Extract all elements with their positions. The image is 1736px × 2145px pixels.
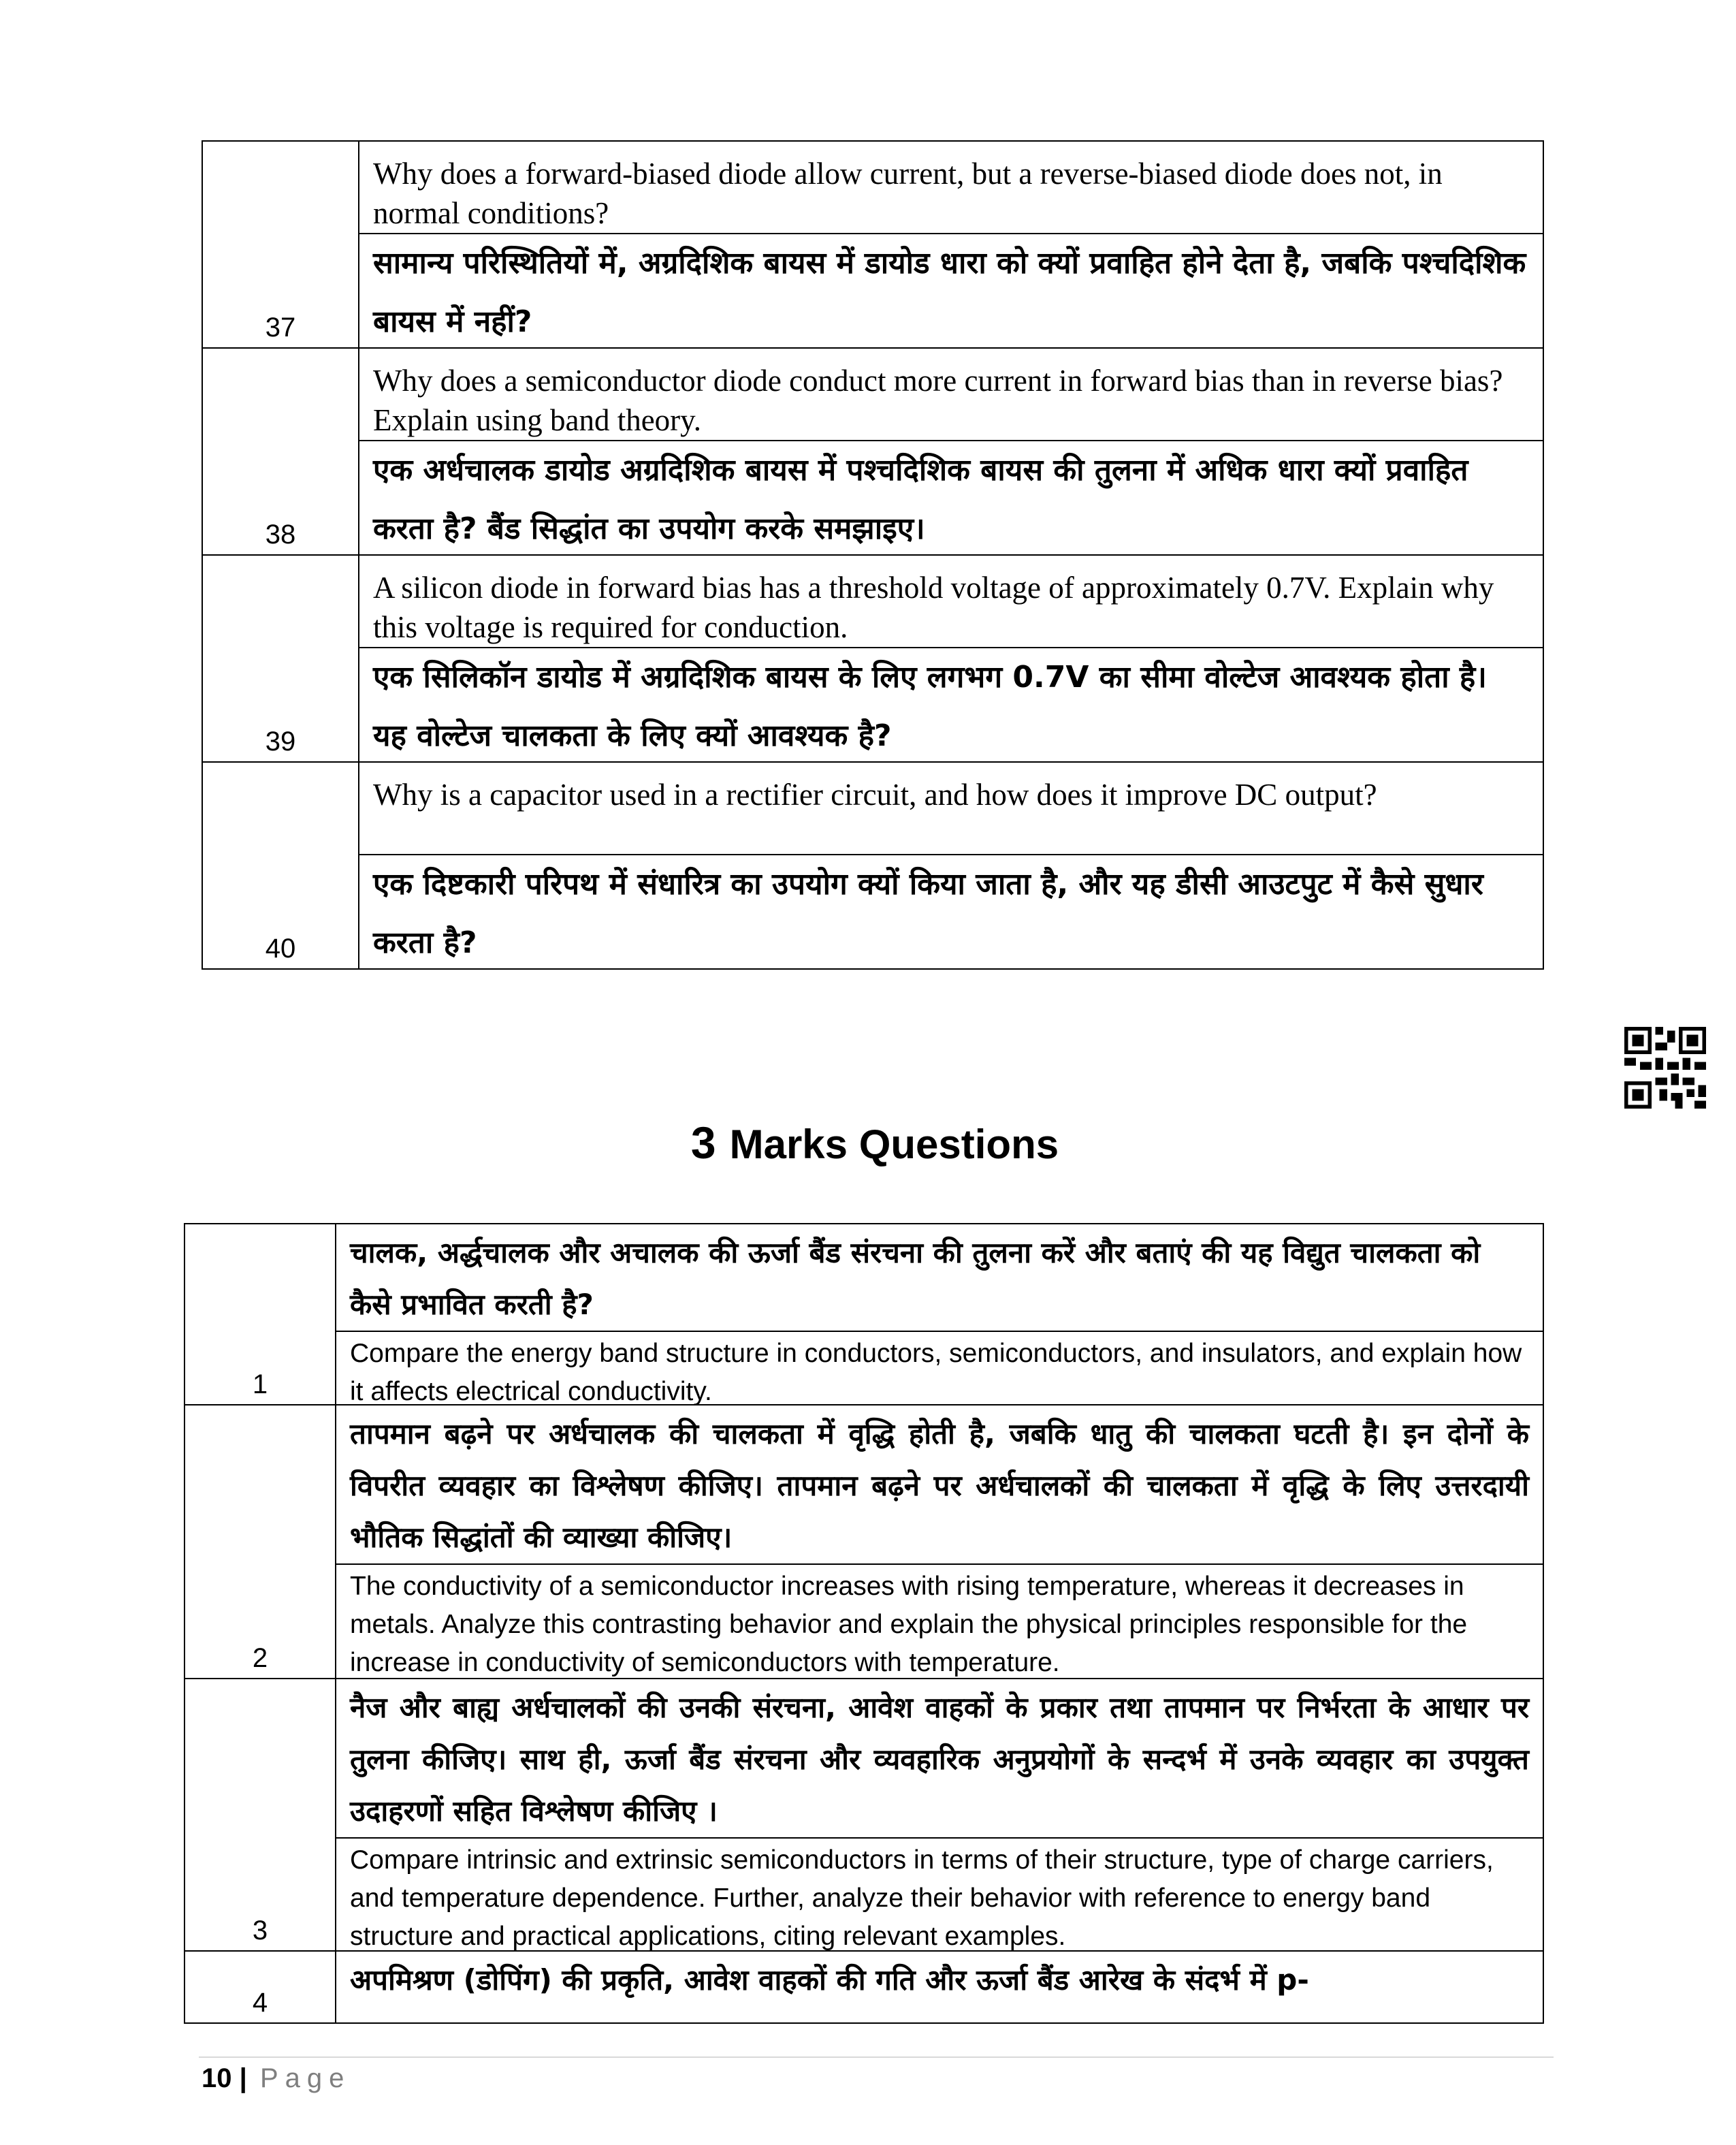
question-number: 37 bbox=[203, 142, 359, 347]
question-number: 1 bbox=[185, 1224, 336, 1404]
question-number: 4 bbox=[185, 1952, 336, 2022]
question-english: Compare the energy band structure in conductors, semiconductors, and insulators, and explain how it affects electrical conductivity. bbox=[336, 1331, 1543, 1411]
table-row bbox=[203, 347, 1543, 554]
table-row bbox=[203, 761, 1543, 968]
question-hindi: चालक, अर्द्धचालक और अचालक की ऊर्जा बैंड संरचना की तुलना करें और बताएं की यह विद्युत चालकता को कैसे प्रभावित करती है? bbox=[350, 1236, 1481, 1321]
section-title: Marks Questions bbox=[729, 1122, 1059, 1167]
question-number: 39 bbox=[203, 556, 359, 761]
table-row bbox=[185, 1404, 1543, 1678]
question-english: Why is a capacitor used in a rectifier circuit, and how does it improve DC output? bbox=[373, 778, 1377, 812]
questions-table-2-marks bbox=[202, 140, 1544, 970]
question-number: 3 bbox=[185, 1679, 336, 1950]
section-marks-number: 3 bbox=[690, 1117, 716, 1168]
question-hindi: एक अर्धचालक डायोड अग्रदिशिक बायस में पश्चदिशिक बायस की तुलना में अधिक धारा क्यों प्रवाहित करता है? बैंड सिद्धांत का उपयोग करके समझाइए। bbox=[359, 440, 1543, 554]
table-row bbox=[185, 1224, 1543, 1404]
section-heading bbox=[0, 1117, 1736, 1169]
table-row bbox=[185, 1950, 1543, 2022]
page-number: 10 bbox=[202, 2063, 232, 2093]
page-footer bbox=[202, 2063, 351, 2094]
qr-code-icon[interactable] bbox=[1624, 1027, 1706, 1109]
question-number: 2 bbox=[185, 1405, 336, 1678]
footer-divider bbox=[199, 2056, 1554, 2058]
question-english: Why does a forward-biased diode allow current, but a reverse-biased diode does not, in normal conditions? bbox=[373, 157, 1443, 230]
question-hindi: नैज और बाह्य अर्धचालकों की उनकी संरचना, आवेश वाहकों के प्रकार तथा तापमान पर निर्भरता के आधार पर तुलना कीजिए। साथ ही, ऊर्जा बैंड संरचना और व्यवहारिक अनुप्रयोगों के सन्दर्भ में उनके व्यवहार का उपयुक्त उदाहरणों सहित विश्लेषण कीजिए । bbox=[350, 1691, 1529, 1828]
question-hindi: सामान्य परिस्थितियों में, अग्रदिशिक बायस में डायोड धारा को क्यों प्रवाहित होने देता है, जबकि पश्चदिशिक बायस में नहीं? bbox=[359, 233, 1543, 347]
question-hindi: एक सिलिकॉन डायोड में अग्रदिशिक बायस के लिए लगभग 0.7V का सीमा वोल्टेज आवश्यक होता है। यह वोल्टेज चालकता के लिए क्यों आवश्यक है? bbox=[359, 647, 1543, 761]
page-label: Page bbox=[259, 2063, 351, 2093]
question-hindi: एक दिष्टकारी परिपथ में संधारित्र का उपयोग क्यों किया जाता है, और यह डीसी आउटपुट में कैसे सुधार करता है? bbox=[359, 854, 1543, 968]
question-hindi: अपमिश्रण (डोपिंग) की प्रकृति, आवेश वाहकों की गति और ऊर्जा बैंड आरेख के संदर्भ में p- bbox=[350, 1963, 1309, 1997]
question-number: 40 bbox=[203, 763, 359, 968]
question-english: The conductivity of a semiconductor increases with rising temperature, whereas it decreases in metals. Analyze this contrasting behavior and explain the physical principles responsible for the increase in conductivity of semiconductors with temperature. bbox=[336, 1563, 1543, 1682]
table-row bbox=[203, 554, 1543, 761]
question-english: Compare intrinsic and extrinsic semiconductors in terms of their structure, type of charge carriers, and temperature dependence. Further, analyze their behavior with reference to energy band structure and practical applications, citing relevant examples. bbox=[336, 1837, 1543, 1956]
table-row bbox=[203, 142, 1543, 347]
questions-table-3-marks bbox=[184, 1223, 1544, 2024]
footer-separator: | bbox=[239, 2063, 247, 2093]
table-row bbox=[185, 1678, 1543, 1950]
question-english: A silicon diode in forward bias has a threshold voltage of approximately 0.7V. Explain why this voltage is required for conduction. bbox=[373, 571, 1494, 644]
question-number: 38 bbox=[203, 349, 359, 554]
question-hindi: तापमान बढ़ने पर अर्धचालक की चालकता में वृद्धि होती है, जबकि धातु की चालकता घटती है। इन दोनों के विपरीत व्यवहार का विश्लेषण कीजिए। तापमान बढ़ने पर अर्धचालकों की चालकता में वृद्धि के लिए उत्तरदायी भौतिक सिद्धांतों की व्याख्या कीजिए। bbox=[350, 1417, 1529, 1554]
question-english: Why does a semiconductor diode conduct more current in forward bias than in reverse bias? Explain using band theory. bbox=[373, 364, 1503, 437]
